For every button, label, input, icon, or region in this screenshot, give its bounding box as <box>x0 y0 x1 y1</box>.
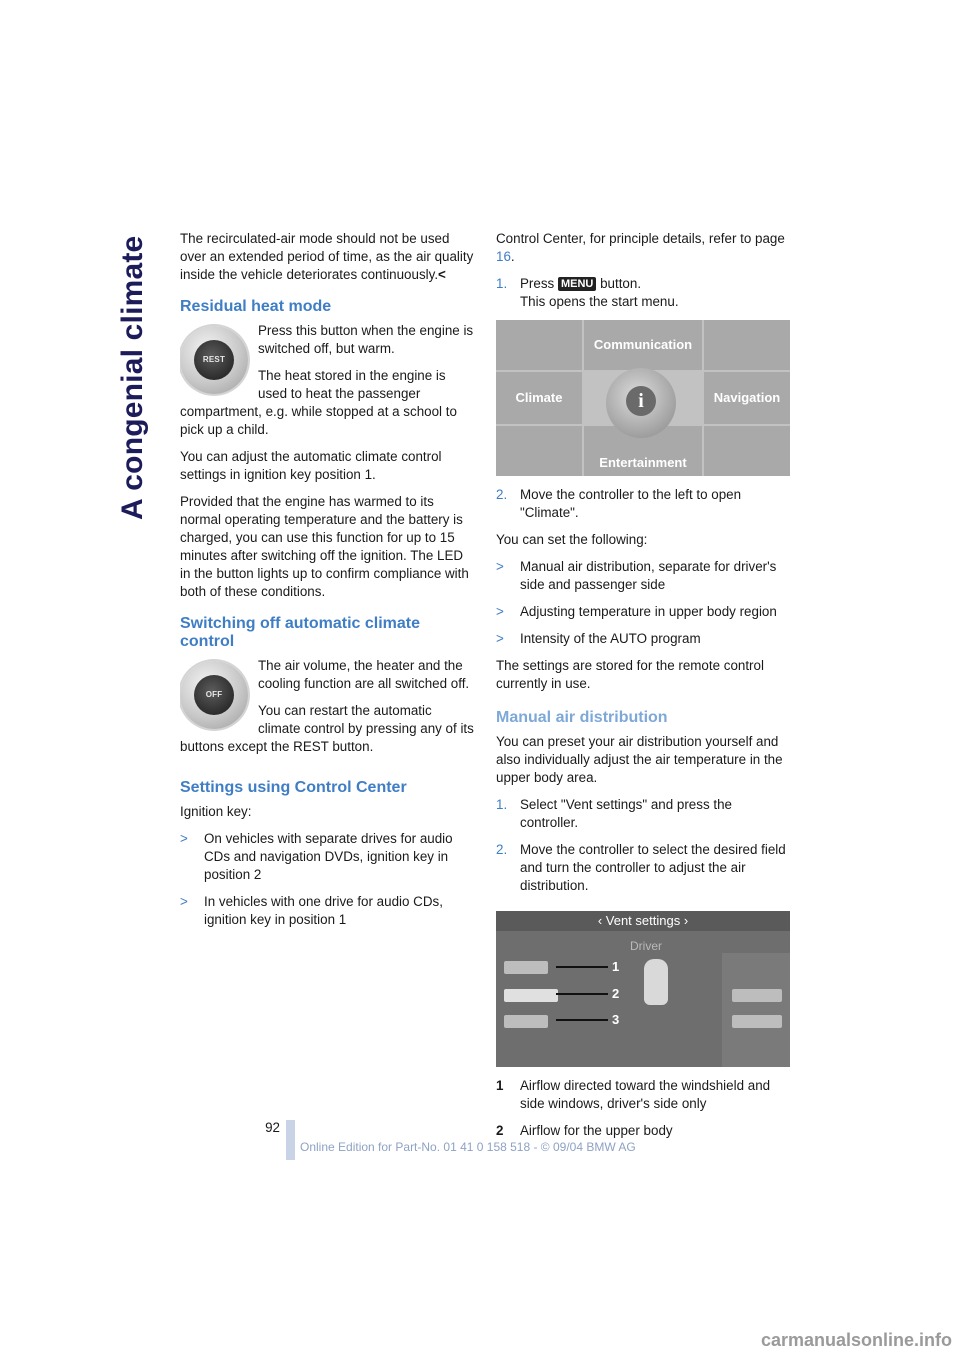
rest-button-icon <box>180 326 248 394</box>
heading-manual: Manual air distribution <box>496 709 668 726</box>
list-item: > Adjusting temperature in upper body region <box>496 604 777 619</box>
page-link[interactable]: 16 <box>496 249 511 264</box>
watermark: carmanualsonline.info <box>760 1330 952 1350</box>
off-label: OFF <box>205 690 223 699</box>
manual-p1: You can preset your air distribution yourself and also individually adjust the air temperature in the upper body area. <box>496 734 783 785</box>
list-item: > On vehicles with separate drives for audio CDs and navigation DVDs, ignition key in position 2 <box>180 831 453 882</box>
heading-switchoff: Switching off automatic climate control <box>180 615 421 650</box>
residual-p2: The heat stored in the engine is used to heat the passenger compartment, e.g. while stopped at a school to pick up a child. <box>180 368 457 437</box>
page-number: 92 <box>265 1120 280 1135</box>
cc-paragraph: Control Center, for principle details, refer to page 16. <box>496 231 785 264</box>
vent-driver: Driver <box>630 939 662 953</box>
menu-climate: Climate <box>496 372 582 424</box>
seat-icon <box>644 959 668 1005</box>
side-title-text: A congenial climate <box>116 235 149 520</box>
legend-item: 2 Airflow for the upper body <box>496 1123 673 1138</box>
residual-p1: Press this button when the engine is switched off, but warm. <box>258 323 474 356</box>
list-item: > Intensity of the AUTO program <box>496 631 701 646</box>
rest-label: REST <box>202 355 226 364</box>
manual-step-1: 1. Select "Vent settings" and press the controller. <box>496 797 732 830</box>
start-menu-screenshot <box>496 320 790 476</box>
menu-communication: Communication <box>584 320 702 370</box>
can-set: You can set the following: <box>496 532 648 547</box>
residual-p3: You can adjust the automatic climate control settings in ignition key position 1. <box>180 449 442 482</box>
menu-key-icon: MENU <box>558 277 596 291</box>
legend-item: 1 Airflow directed toward the windshield and side windows, driver's side only <box>496 1078 771 1111</box>
footer-bar <box>286 1120 295 1160</box>
list-item: > In vehicles with one drive for audio CDs, ignition key in position 1 <box>180 894 443 927</box>
vent-title: ‹ Vent settings › <box>496 911 790 931</box>
side-title <box>116 230 156 520</box>
intro-text: The recirculated-air mode should not be used over an extended period of time, as the air quality inside the vehicle deteriorates continuously. <box>180 231 474 282</box>
callout-3: 3 <box>612 1012 620 1027</box>
off-button-icon <box>180 661 248 729</box>
callout-2: 2 <box>612 986 620 1001</box>
left-column <box>180 230 476 938</box>
step-1: 1. Press MENU button. This opens the start menu. <box>496 276 679 309</box>
vent-settings-screenshot <box>496 911 790 1067</box>
controller-icon: i <box>606 368 676 438</box>
ignition-label: Ignition key: <box>180 804 252 819</box>
list-item: > Manual air distribution, separate for driver's side and passenger side <box>496 559 777 592</box>
callout-1: 1 <box>612 959 620 974</box>
passenger-panel <box>722 953 790 1067</box>
residual-section <box>180 322 476 448</box>
stored-text: The settings are stored for the remote control currently in use. <box>496 658 764 691</box>
end-mark: < <box>438 267 446 282</box>
switchoff-p1: The air volume, the heater and the cooling function are all switched off. <box>258 658 470 691</box>
switchoff-p2: You can restart the automatic climate control by pressing any of its buttons except the REST button. <box>180 703 474 754</box>
manual-step-2: 2. Move the controller to select the desired field and turn the controller to adjust the air distribution. <box>496 842 786 893</box>
heading-settings: Settings using Control Center <box>180 779 407 796</box>
intro-paragraph <box>180 230 476 284</box>
right-column <box>496 230 792 1149</box>
menu-navigation: Navigation <box>704 372 790 424</box>
residual-p4: Provided that the engine has warmed to its normal operating temperature and the battery is charged, you can use this function for up to 15 minutes after switching off the ignition. The LED in the button lights up to confirm compliance with both of these conditions. <box>180 494 469 599</box>
step-2: 2. Move the controller to the left to open "Climate". <box>496 487 742 520</box>
heading-residual: Residual heat mode <box>180 298 332 315</box>
menu-entertainment: Entertainment <box>584 426 702 476</box>
footer-text: Online Edition for Part-No. 01 41 0 158 518 - © 09/04 BMW AG <box>300 1140 636 1154</box>
switchoff-section <box>180 657 476 765</box>
